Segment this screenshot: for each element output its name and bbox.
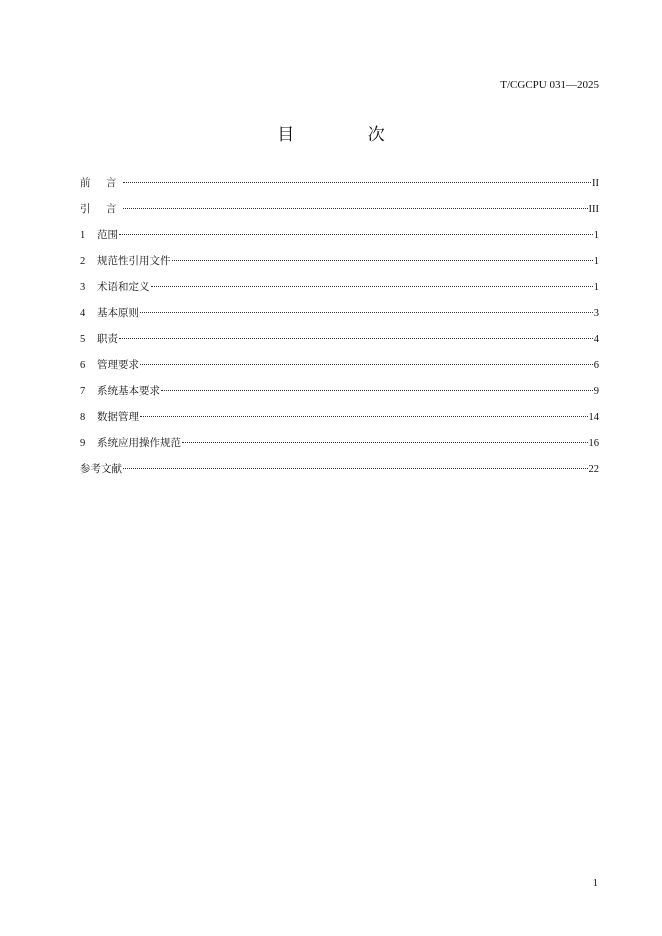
toc-entry-label: 基本原则 (97, 307, 139, 319)
toc-entry-page: 14 (588, 412, 599, 423)
toc-leader-dots (123, 182, 591, 183)
toc-entry-page: 6 (593, 360, 599, 371)
toc-entry-page: 1 (593, 230, 599, 241)
toc-leader-dots (140, 312, 593, 313)
toc-entry-page: 1 (593, 282, 599, 293)
toc-entry-section-3[interactable] (80, 280, 599, 306)
toc-entry-foreword[interactable] (80, 176, 599, 202)
toc-leader-dots (161, 390, 593, 391)
toc-entry-section-1[interactable] (80, 228, 599, 254)
toc-entry-label: 参考文献 (80, 463, 122, 475)
toc-leader-dots (123, 468, 588, 469)
toc-entry-label: 管理要求 (97, 359, 139, 371)
toc-title: 目 次 (277, 125, 419, 145)
toc-entry-section-7[interactable] (80, 384, 599, 410)
toc-entry-page: II (592, 178, 599, 189)
toc-entry-number: 2 (80, 256, 86, 267)
toc-entry-number: 6 (80, 360, 86, 371)
toc-entry-number: 1 (80, 230, 86, 241)
toc-entry-label: 引 言 (80, 203, 123, 215)
toc-entry-introduction[interactable] (80, 202, 599, 228)
toc-leader-dots (119, 338, 593, 339)
toc-entry-number: 3 (80, 282, 86, 293)
toc-entry-section-6[interactable] (80, 358, 599, 384)
toc-entry-label: 术语和定义 (97, 281, 150, 293)
document-code: T/CGCPU 031—2025 (500, 79, 599, 91)
toc-leader-dots (140, 364, 593, 365)
toc-entry-number: 9 (80, 438, 86, 449)
toc-entry-label: 数据管理 (97, 411, 139, 423)
toc-entry-label: 职责 (97, 333, 118, 345)
toc-entry-number: 8 (80, 412, 86, 423)
toc-entry-page: 22 (588, 464, 599, 475)
toc-leader-dots (140, 416, 588, 417)
toc-entry-label: 系统应用操作规范 (97, 437, 181, 449)
toc-entry-page: III (588, 204, 599, 215)
toc-entry-page: 4 (593, 334, 599, 345)
toc-entry-label: 范围 (97, 229, 118, 241)
toc-entry-label: 系统基本要求 (97, 385, 160, 397)
toc-entry-page: 1 (593, 256, 599, 267)
toc-entry-section-9[interactable] (80, 436, 599, 462)
toc-entry-section-8[interactable] (80, 410, 599, 436)
toc-entry-section-5[interactable] (80, 332, 599, 358)
table-of-contents (80, 176, 599, 488)
toc-entry-page: 16 (588, 438, 599, 449)
toc-entry-label: 规范性引用文件 (97, 255, 171, 267)
toc-leader-dots (172, 260, 593, 261)
toc-leader-dots (182, 442, 588, 443)
toc-entry-page: 9 (593, 386, 599, 397)
toc-entry-references[interactable] (80, 462, 599, 488)
toc-leader-dots (151, 286, 593, 287)
page-number: 1 (592, 878, 598, 889)
toc-entry-label: 前 言 (80, 177, 123, 189)
toc-entry-section-4[interactable] (80, 306, 599, 332)
toc-entry-number: 4 (80, 308, 86, 319)
toc-leader-dots (119, 234, 593, 235)
toc-entry-section-2[interactable] (80, 254, 599, 280)
toc-entry-number: 7 (80, 386, 86, 397)
toc-entry-number: 5 (80, 334, 86, 345)
toc-entry-page: 3 (593, 308, 599, 319)
toc-leader-dots (123, 208, 587, 209)
